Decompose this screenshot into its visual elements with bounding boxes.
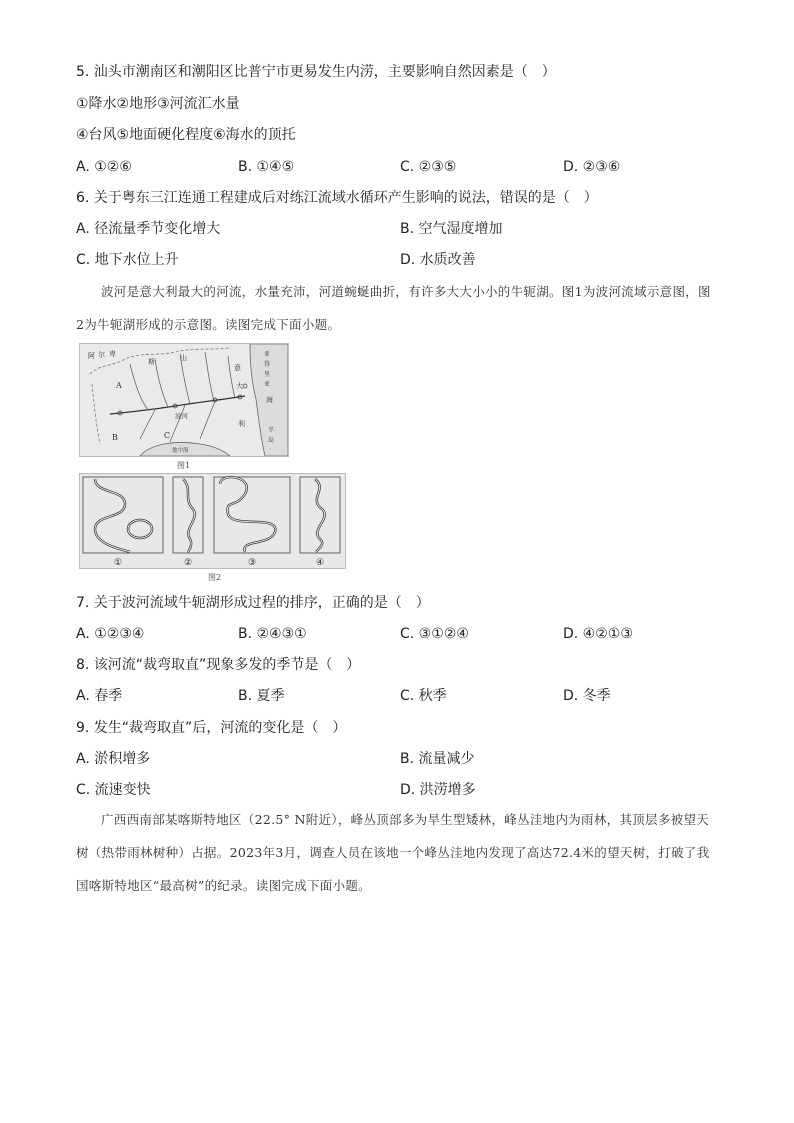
q6-option-c: C. 地下水位上升 <box>76 252 179 268</box>
q6-option-a: A. 径流量季节变化增大 <box>76 221 221 237</box>
q5-option-c: C. ②③⑤ <box>400 159 457 175</box>
label-alps-2: 尔 <box>98 351 105 359</box>
q6-stem: 6. 关于粤东三江连通工程建成后对练江流域水循环产生影响的说法，错误的是（ ） <box>76 190 598 206</box>
figure1-caption: 图1 <box>177 461 191 470</box>
panel-label-2: ② <box>183 558 193 568</box>
label-po-river: 波河 <box>175 412 188 420</box>
figure1-po-basin-map <box>79 343 289 457</box>
label-adriatic-4: 亚 <box>264 381 271 388</box>
q6-option-d: D. 水质改善 <box>400 252 476 268</box>
label-b: B <box>112 433 118 442</box>
panel-label-4: ④ <box>315 558 325 568</box>
label-alps-4: 斯 <box>148 358 155 366</box>
label-a: A <box>116 381 122 390</box>
oxbow-formation-graphic <box>80 474 345 568</box>
q9-stem: 9. 发生“裁弯取直”后，河流的变化是（ ） <box>76 720 347 736</box>
label-peninsula-2: 岛 <box>268 437 275 444</box>
q7-option-d: D. ④②①③ <box>563 626 633 642</box>
label-italy-2: 大 <box>236 382 243 390</box>
q9-option-d: D. 洪涝增多 <box>400 782 476 798</box>
q8-stem: 8. 该河流“裁弯取直”现象多发的季节是（ ） <box>76 657 361 673</box>
q7-option-b: B. ②④③① <box>238 626 307 642</box>
passage-karst-tree: 广西西南部某喀斯特地区（22.5° N附近），峰丛顶部多为旱生型矮林，峰丛洼地内为雨林，其顶层多被望天树（热带雨林树种）占据。2023年3月，调查人员在该地一个峰丛洼地内发现了高达72.4米的望天树，打破了我国喀斯特地区“最高树”的纪录。读图完成下面小题。 <box>76 812 710 893</box>
q7-option-c: C. ③①②④ <box>400 626 469 642</box>
label-mediterranean: 地中海 <box>172 448 189 454</box>
q7-stem: 7. 关于波河流域牛轭湖形成过程的排序，正确的是（ ） <box>76 595 430 611</box>
q9-option-b: B. 流量减少 <box>400 751 475 767</box>
panel-label-1: ① <box>113 558 123 568</box>
label-alps-5: 山 <box>180 354 187 362</box>
label-adriatic-3: 里 <box>264 371 271 378</box>
label-italy-1: 意 <box>234 364 241 372</box>
q7-option-a: A. ①②③④ <box>76 626 145 642</box>
q8-option-a: A. 春季 <box>76 688 123 704</box>
q9-option-c: C. 流速变快 <box>76 782 151 798</box>
q8-option-b: B. 夏季 <box>238 688 285 704</box>
label-alps-3: 卑 <box>109 350 116 358</box>
passage-po-river: 波河是意大利最大的河流，水量充沛，河道蜿蜒曲折，有许多大大小小的牛轭湖。图1为波河流域示意图，图2为牛轭湖形成的示意图。读图完成下面小题。 <box>76 284 711 332</box>
q8-option-d: D. 冬季 <box>563 688 611 704</box>
label-c: C <box>164 431 171 440</box>
label-peninsula-1: 半 <box>268 427 275 434</box>
label-adriatic-5: 海 <box>266 396 273 404</box>
label-adriatic-2: 得 <box>264 361 271 368</box>
q8-option-c: C. 秋季 <box>400 688 447 704</box>
panel-label-3: ③ <box>247 558 257 568</box>
q5-option-b: B. ①④⑤ <box>238 159 295 175</box>
label-italy-3: 利 <box>238 420 245 428</box>
figure2-caption: 图2 <box>208 573 222 582</box>
label-adriatic-1: 亚 <box>264 351 271 358</box>
q5-factors-line1: ①降水②地形③河流汇水量 <box>76 96 240 112</box>
figure2-oxbow-formation <box>79 473 346 569</box>
q6-option-b: B. 空气湿度增加 <box>400 221 503 237</box>
label-alps-1: 阿 <box>88 352 95 360</box>
q5-option-d: D. ②③⑥ <box>563 159 621 175</box>
q5-stem: 5. 汕头市潮南区和潮阳区比普宁市更易发生内涝，主要影响自然因素是（ ） <box>76 64 556 80</box>
q5-factors-line2: ④台风⑤地面硬化程度⑥海水的顶托 <box>76 127 296 143</box>
q5-option-a: A. ①②⑥ <box>76 159 132 175</box>
q9-option-a: A. 淤积增多 <box>76 751 151 767</box>
po-basin-map-graphic <box>80 344 288 456</box>
